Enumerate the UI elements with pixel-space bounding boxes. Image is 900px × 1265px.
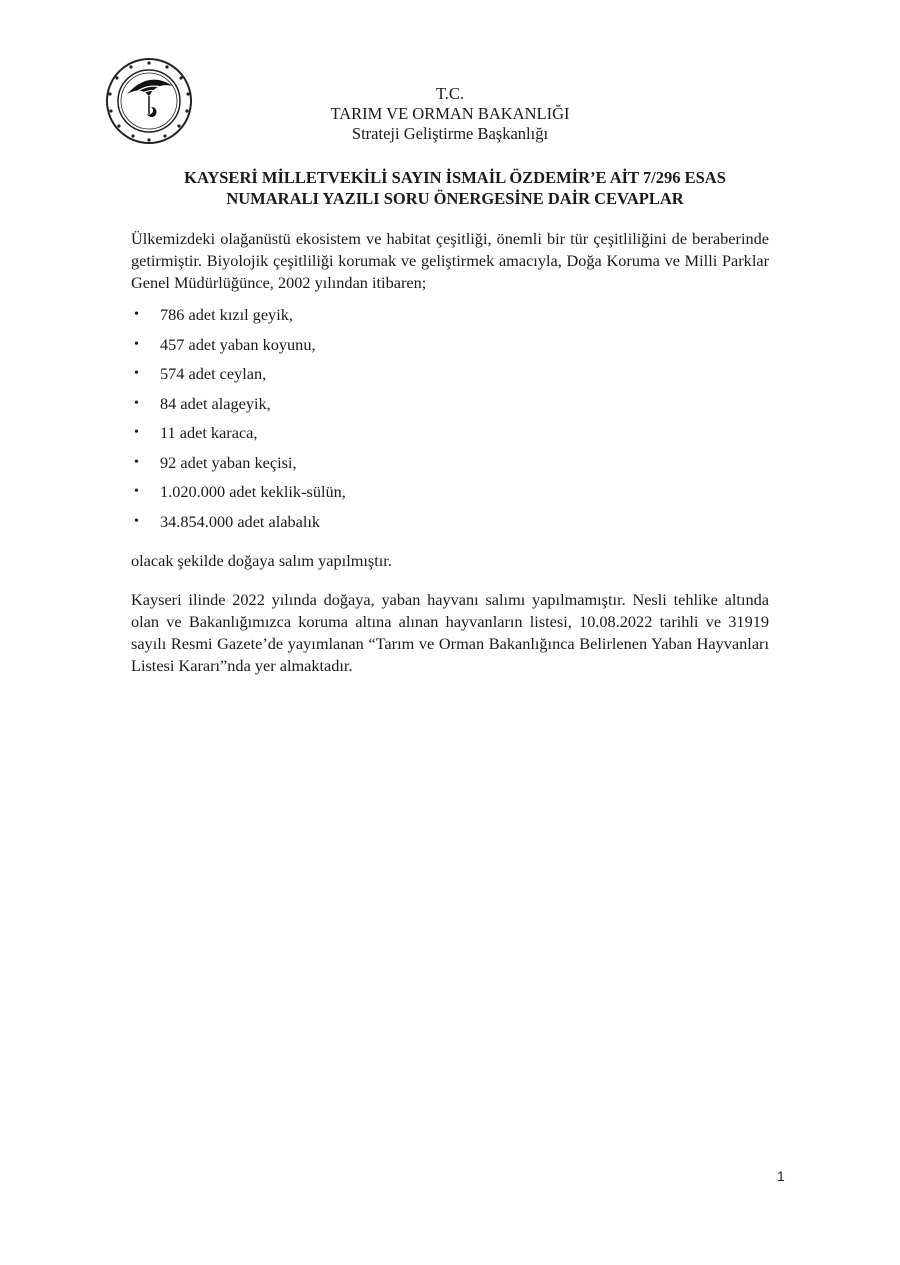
list-item: • 11 adet karaca,	[131, 418, 346, 448]
ministry-seal-icon	[97, 56, 201, 146]
paragraph-intro: Ülkemizdeki olağanüstü ekosistem ve habitat çeşitliği, önemli bir tür çeşitliliğini de beraberinde getirmiştir. Biyolojik çeşitliliği korumak ve geliştirmek amacıyla, Doğa Koruma ve Milli Parklar Genel Müdürlüğünce, 2002 yılından itibaren;	[131, 229, 769, 292]
bullet-icon: •	[134, 425, 139, 440]
list-item: • 92 adet yaban keçisi,	[131, 448, 346, 478]
document-title	[130, 167, 780, 209]
title-line-2: NUMARALI YAZILI SORU ÖNERGESİNE DAİR CEVAPLAR	[226, 189, 684, 208]
bullet-icon: •	[134, 307, 139, 322]
bullet-icon: •	[134, 513, 139, 529]
letterhead	[300, 84, 600, 144]
paragraph-list-conclusion: olacak şekilde doğaya salım yapılmıştır.	[131, 551, 392, 570]
letterhead-line-tc: T.C.	[435, 84, 465, 103]
paragraph-kayseri: Kayseri ilinde 2022 yılında doğaya, yaban hayvanı salımı yapılmamıştır. Nesli tehlike altında olan ve Bakanlığımızca koruma altına alınan hayvanların listesi, 10.08.2022 tarihli ve 31919 sayılı Resmi Gazete’de yayımlanan “Tarım ve Orman Bakanlığınca Belirlenen Yaban Hayvanları Listesi Kararı”nda yer almaktadır.	[131, 590, 769, 675]
bullet-icon: •	[134, 336, 139, 352]
list-item: • 574 adet ceylan,	[131, 359, 346, 389]
list-item: • 34.854.000 adet alabalık	[131, 507, 346, 537]
bullet-icon: •	[134, 395, 139, 411]
letterhead-ministry: TARIM VE ORMAN BAKANLIĞI	[330, 104, 570, 123]
bullet-icon: •	[134, 366, 139, 381]
list-item: • 84 adet alageyik,	[131, 389, 346, 419]
page-number: 1	[777, 1168, 785, 1184]
list-item: • 1.020.000 adet keklik-sülün,	[131, 477, 346, 507]
letterhead-department: Strateji Geliştirme Başkanlığı	[351, 124, 549, 143]
list-item: • 457 adet yaban koyunu,	[131, 330, 346, 360]
release-list	[131, 300, 346, 536]
title-line-1: KAYSERİ MİLLETVEKİLİ SAYIN İSMAİL ÖZDEMİR’E AİT 7/296 ESAS	[184, 168, 726, 187]
list-item: • 786 adet kızıl geyik,	[131, 300, 346, 330]
bullet-icon: •	[134, 454, 139, 470]
bullet-icon: •	[134, 484, 139, 499]
